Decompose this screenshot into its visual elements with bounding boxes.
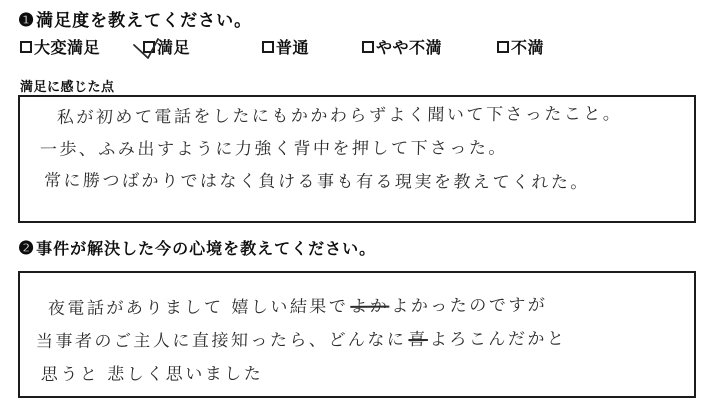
handwritten-line [36,324,567,352]
question1-title [18,6,252,31]
option-label: 不満 [511,40,545,57]
checkbox-icon [20,41,32,53]
scribbled-out-text: 喜 [408,329,429,351]
question1-number-icon: ❶ [18,10,36,30]
handwritten-segment: 当事者のご主人に直接知ったら、どんなに [35,330,407,353]
checkbox-option-very-satisfied[interactable] [20,35,100,58]
scribbled-out-text: よか [350,296,390,317]
option-label: 大変満足 [34,40,101,57]
answer-box1-label: 満足に感じた点 [20,79,115,94]
checkbox-icon [362,41,374,53]
handwritten-check-icon [132,37,162,63]
handwritten-segment: よかったのですが [391,295,548,317]
handwritten-line [41,359,264,385]
question2-title [18,236,376,259]
handwritten-line: 一歩、ふみ出すように力強く背中を押して下さった。 [39,138,509,161]
option-label: やや不満 [376,40,443,57]
checkbox-option-satisfied[interactable] [143,35,190,58]
option-label: 普通 [276,40,310,57]
checkbox-icon [497,41,509,53]
option-label: 満足 [157,40,191,57]
question2-number-icon: ❷ [18,238,36,258]
question1-title-text: 満足度を教えてください。 [36,11,253,30]
handwritten-segment: よろこんだかと [429,329,567,350]
handwritten-line: 私が初めて電話をしたにもかかわらずよく聞いて下さったこと。 [56,104,623,129]
handwritten-line [48,291,548,319]
question2-title-text: 事件が解決した今の心境を教えてください。 [36,241,377,258]
checkbox-option-normal[interactable] [262,35,309,58]
checkbox-option-dissatisfied[interactable] [497,35,544,58]
checkbox-icon [262,41,274,53]
handwritten-line: 常に勝つばかりではなく負ける事も有る現実を教えてくれた。 [43,171,591,193]
checkbox-icon [143,41,155,53]
handwritten-segment: 思うと 悲しく思いました [40,364,264,386]
handwritten-segment: 夜電話がありまして 嬉しい結果で [47,296,349,320]
checkbox-option-somewhat-dissatisfied[interactable] [362,35,442,58]
